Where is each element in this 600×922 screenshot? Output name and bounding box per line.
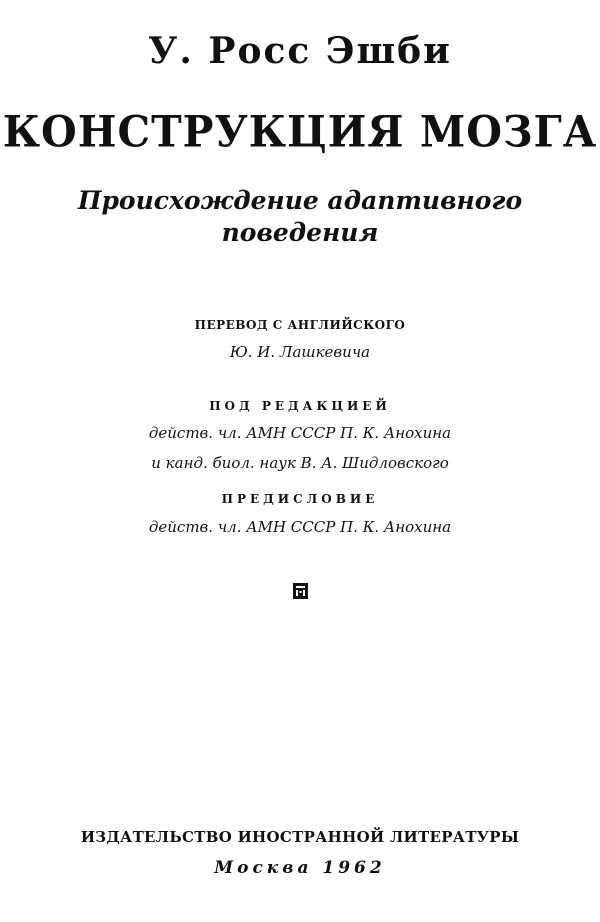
translator-name: Ю. И. Лашкевича — [229, 343, 371, 361]
publisher-mark-icon — [293, 583, 308, 599]
editor-line-1: действ. чл. АМН СССР П. К. Анохина — [148, 424, 452, 442]
publisher-name: ИЗДАТЕЛЬСТВО ИНОСТРАННОЙ ЛИТЕРАТУРЫ — [80, 828, 520, 846]
subtitle-line-1: Происхождение адаптивного — [77, 186, 523, 215]
author-name: У. Росс Эшби — [148, 30, 452, 72]
imprint-city-year: Москва 1962 — [214, 858, 386, 878]
preface-author: действ. чл. АМН СССР П. К. Анохина — [148, 518, 452, 536]
book-title: КОНСТРУКЦИЯ МОЗГА — [2, 106, 598, 158]
preface-label: ПРЕДИСЛОВИЕ — [221, 492, 379, 506]
editor-line-2: и канд. биол. наук В. А. Шидловского — [151, 454, 449, 472]
translation-label: ПЕРЕВОД С АНГЛИЙСКОГО — [194, 318, 406, 332]
editors-label: ПОД РЕДАКЦИЕЙ — [209, 399, 391, 413]
subtitle-line-2: поведения — [221, 218, 379, 247]
